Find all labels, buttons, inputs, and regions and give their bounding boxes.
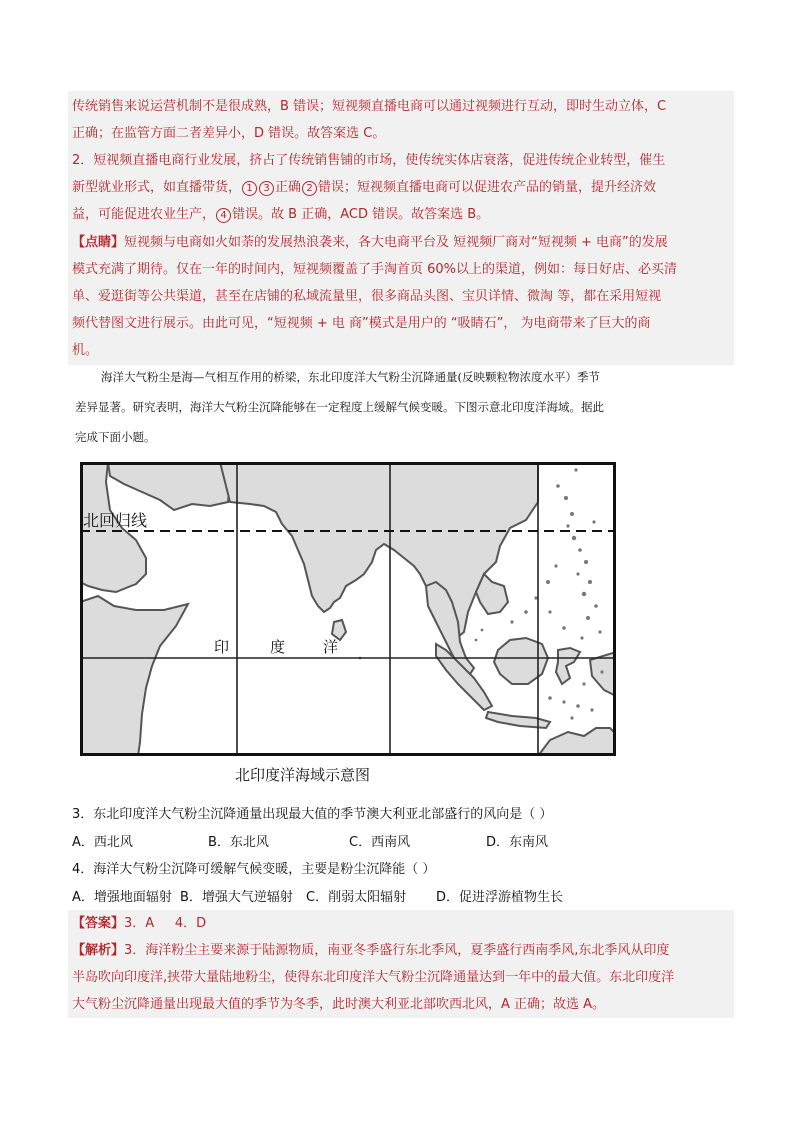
question-3-stem: 3．东北印度洋大气粉尘沉降通量出现最大值的季节澳大利亚北部盛行的风向是（ ） (72, 807, 553, 822)
circled-number-3: 3 (259, 181, 274, 196)
answer-line-3: 2．短视频直播电商行业发展，挤占了传统销售铺的市场，使传统实体店衰落，促进传统企业转型，催生 (72, 153, 666, 168)
map-svg (80, 462, 616, 756)
intro-line-1: 海洋大气粉尘是海—气相互作用的桥梁，东北印度洋大气粉尘沉降通量(反映颗粒物浓度水平）季节 (101, 370, 600, 384)
tip-line-1 (72, 229, 728, 256)
tip-block (68, 228, 734, 365)
circled-number-4: 4 (216, 208, 231, 223)
q3-option-d: D．东南风 (486, 835, 549, 850)
analysis-line-1-text: 3．海洋粉尘主要来源于陆源物质，南亚冬季盛行东北季风，夏季盛行西南季风,东北季风从印度 (124, 943, 670, 958)
q3-option-a: A．西北风 (72, 835, 133, 850)
answer-block-1 (68, 91, 734, 230)
ocean-label-2: 度 (270, 639, 286, 656)
answer-line-4 (72, 174, 728, 201)
map-caption: 北印度洋海域示意图 (235, 766, 371, 784)
answer-line-5-a: 益，可能促进农业生产， (72, 207, 216, 222)
circled-number-2: 2 (302, 181, 317, 196)
intro-line-3: 完成下面小题。 (75, 430, 156, 444)
ocean-label-1: 印 (214, 639, 230, 656)
analysis-line-2: 半岛吹向印度洋,挟带大量陆地粉尘，使得东北印度洋大气粉尘沉降通量达到一年中的最大值。东北印度洋 (72, 970, 675, 985)
tip-line-5: 机。 (72, 343, 99, 358)
answer-text: 3．A 4．D (124, 916, 207, 931)
q4-option-d: D．促进浮游植物生长 (436, 890, 564, 905)
answer-tag: 【答案】 (72, 916, 125, 931)
answer-line-1: 传统销售来说运营机制不是很成熟，B 错误；短视频直播电商可以通过视频进行互动，即时生动立体，C (72, 99, 667, 114)
analysis-line-3: 大气粉尘沉降通量出现最大值的季节为冬季，此时澳大利亚北部吹西北风，A 正确；故选 A。 (72, 997, 606, 1012)
tip-line-2: 模式充满了期待。仅在一年的时间内，短视频覆盖了手淘首页 60%以上的渠道，例如：每日好店、必买清 (72, 262, 678, 277)
q3-option-b: B．东北风 (208, 835, 269, 850)
q4-option-a: A．增强地面辐射 (72, 890, 172, 905)
answer-line-4-c: 错误；短视频直播电商可以促进农产品的销量，提升经济效 (318, 180, 657, 195)
question-4-stem: 4．海洋大气粉尘沉降可缓解气候变暖，主要是粉尘沉降能（ ） (72, 862, 436, 877)
tip-tag: 【点睛】 (72, 235, 125, 250)
ocean-label-3: 洋 (323, 639, 339, 656)
tip-line-1-text: 短视频与电商如火如荼的发展热浪袭来，各大电商平台及 短视频厂商对“短视频 + 电商”的发展 (124, 235, 668, 250)
answer-line-4-a: 新型就业形式，如直播带货， (72, 180, 242, 195)
answer-line-2: 正确；在监管方面二者差异小，D 错误。故答案选 C。 (72, 126, 386, 141)
intro-line-2: 差异显著。研究表明，海洋大气粉尘沉降能够在一定程度上缓解气候变暖。下图示意北印度洋海域。据此 (75, 400, 604, 414)
tip-line-4: 频代替图文进行展示。由此可见，“短视频 + 电 商”模式是用户的 “吸睛石”， 为电商带来了巨大的商 (72, 316, 651, 331)
answer-block-2 (68, 910, 734, 1018)
tropic-label: 北回归线 (83, 513, 148, 530)
q4-option-c: C．削弱太阳辐射 (306, 890, 407, 905)
tip-line-3: 单、爱逛街等公共渠道，甚至在店铺的私域流量里，很多商品头图、宝贝详情、微淘 等，都在采用短视 (72, 289, 662, 304)
answer-line-4-b: 正确 (275, 180, 302, 195)
q3-option-c: C．西南风 (349, 835, 411, 850)
analysis-line-1 (72, 937, 728, 964)
q4-option-b: B．增强大气逆辐射 (180, 890, 293, 905)
answer-line-5 (72, 201, 728, 228)
north-indian-ocean-map (80, 462, 616, 756)
answer-row (72, 910, 728, 937)
circled-number-1: 1 (242, 181, 257, 196)
answer-line-5-b: 错误。故 B 正确，ACD 错误。故答案选 B。 (232, 207, 490, 222)
analysis-tag: 【解析】 (72, 943, 125, 958)
intro-paragraph (75, 362, 715, 452)
